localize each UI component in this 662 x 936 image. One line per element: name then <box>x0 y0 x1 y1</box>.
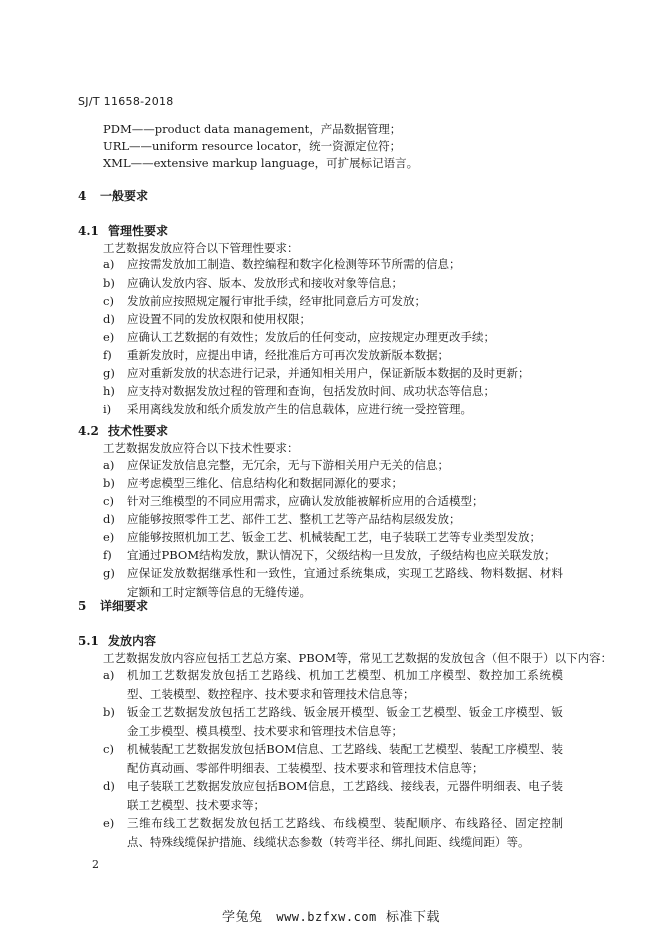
list-item <box>103 474 563 493</box>
list-item <box>103 382 563 401</box>
list-item <box>103 510 563 529</box>
section-5-1-intro: 工艺数据发放内容应包括工艺总方案、PBOM等，常见工艺数据的发放包含（但不限于）以下内容： <box>103 651 613 665</box>
section-number: 4.2 <box>78 424 99 438</box>
item-text: 应考虑模型三维化、信息结构化和数据同源化的要求； <box>127 476 403 490</box>
footer-url[interactable]: www.bzfxw.com <box>276 910 377 924</box>
item-label: b) <box>103 705 115 719</box>
section-4-1-intro: 工艺数据发放应符合以下管理性要求： <box>103 241 299 255</box>
section-4-heading <box>78 187 148 204</box>
item-label: i) <box>103 402 112 416</box>
item-text: 采用离线发放和纸介质发放产生的信息载体，应进行统一受控管理。 <box>127 402 472 416</box>
item-text: 针对三维模型的不同应用需求，应确认发放能被解析应用的合适模型； <box>127 494 484 508</box>
section-title: 发放内容 <box>108 634 157 648</box>
footer-tagline: 标准下载 <box>386 910 441 925</box>
item-text: 发放前应按照规定履行审批手续，经审批同意后方可发放； <box>127 294 426 308</box>
item-text: 三维布线工艺数据发放包括工艺路线、布线模型、装配顺序、布线路径、固定控制点、特殊线缆保护措施、线缆状态参数（转弯半径、绑扎间距、线缆间距）等。 <box>127 816 563 849</box>
item-text: 机械装配工艺数据发放包括BOM信息、工艺路线、装配工艺模型、装配工序模型、装配仿真动画、零部件明细表、工装模型、技术要求和管理技术信息等； <box>127 742 563 775</box>
item-text: 机加工艺数据发放包括工艺路线、机加工艺模型、机加工序模型、数控加工系统模型、工装模型、数控程序、技术要求和管理技术信息等； <box>127 668 563 701</box>
item-label: f) <box>103 548 112 562</box>
standard-number: SJ/T 11658-2018 <box>78 95 174 108</box>
list-item <box>103 666 563 704</box>
section-title: 详细要求 <box>100 599 149 613</box>
list-item <box>103 255 563 274</box>
item-label: a) <box>103 458 115 472</box>
list-item <box>103 777 563 815</box>
item-label: e) <box>103 816 115 830</box>
section-title: 一般要求 <box>100 189 149 203</box>
section-5-1-heading <box>78 632 156 649</box>
list-item <box>103 400 563 419</box>
list-item <box>103 814 563 852</box>
item-label: h) <box>103 384 115 398</box>
item-label: g) <box>103 366 115 380</box>
item-text: 电子装联工艺数据发放应包括BOM信息，工艺路线、接线表，元器件明细表、电子装联工艺模型、技术要求等； <box>127 779 563 812</box>
item-text: 应保证发放信息完整，无冗余，无与下游相关用户无关的信息； <box>127 458 449 472</box>
list-item <box>103 740 563 778</box>
list-item <box>103 492 563 511</box>
list-item <box>103 310 563 329</box>
item-text: 应设置不同的发放权限和使用权限； <box>127 312 311 326</box>
section-title: 管理性要求 <box>108 224 169 238</box>
footer-site-name: 学兔兔 <box>221 910 263 925</box>
item-label: f) <box>103 348 112 362</box>
item-label: b) <box>103 476 115 490</box>
page-number: 2 <box>92 858 99 871</box>
item-text: 钣金工艺数据发放包括工艺路线、钣金展开模型、钣金工艺模型、钣金工序模型、钣金工步模型、模具模型、技术要求和管理技术信息等； <box>127 705 563 738</box>
item-text: 宜通过PBOM结构发放，默认情况下，父级结构一旦发放，子级结构也应关联发放； <box>127 548 556 562</box>
item-label: d) <box>103 512 115 526</box>
list-item <box>103 546 563 565</box>
section-4-2-heading <box>78 422 168 439</box>
list-item <box>103 328 563 347</box>
item-text: 重新发放时，应提出申请，经批准后方可再次发放新版本数据； <box>127 348 449 362</box>
item-label: a) <box>103 257 115 271</box>
footer-watermark <box>0 906 662 925</box>
item-label: c) <box>103 494 114 508</box>
item-text: 应保证发放数据继承性和一致性，宜通过系统集成，实现工艺路线、物料数据、材料定额和工时定额等信息的无缝传递。 <box>127 566 563 599</box>
section-number: 5.1 <box>78 634 99 648</box>
item-label: c) <box>103 294 114 308</box>
section-number: 4 <box>78 189 87 203</box>
list-item <box>103 456 563 475</box>
item-label: g) <box>103 566 115 580</box>
section-4-1-heading <box>78 222 168 239</box>
item-label: b) <box>103 276 115 290</box>
item-text: 应确认发放内容、版本、发放形式和接收对象等信息； <box>127 276 403 290</box>
item-label: a) <box>103 668 115 682</box>
item-label: e) <box>103 330 115 344</box>
list-item <box>103 346 563 365</box>
abbreviation-url: URL——uniform resource locator，统一资源定位符； <box>103 139 402 153</box>
abbreviation-pdm: PDM——product data management，产品数据管理； <box>103 122 402 136</box>
section-5-heading <box>78 597 148 614</box>
item-label: d) <box>103 779 115 793</box>
list-item <box>103 528 563 547</box>
item-text: 应确认工艺数据的有效性；发放后的任何变动，应按规定办理更改手续； <box>127 330 495 344</box>
item-label: c) <box>103 742 114 756</box>
list-item <box>103 703 563 741</box>
section-title: 技术性要求 <box>108 424 169 438</box>
item-text: 应能够按照机加工艺、钣金工艺、机械装配工艺，电子装联工艺等专业类型发放； <box>127 530 541 544</box>
item-text: 应支持对数据发放过程的管理和查询，包括发放时间、成功状态等信息； <box>127 384 495 398</box>
abbreviation-xml: XML——extensive markup language，可扩展标记语言。 <box>103 156 419 170</box>
section-4-2-intro: 工艺数据发放应符合以下技术性要求： <box>103 441 299 455</box>
item-text: 应按需发放加工制造、数控编程和数字化检测等环节所需的信息； <box>127 257 461 271</box>
item-text: 应能够按照零件工艺、部件工艺、整机工艺等产品结构层级发放； <box>127 512 461 526</box>
section-number: 4.1 <box>78 224 99 238</box>
item-text: 应对重新发放的状态进行记录，并通知相关用户，保证新版本数据的及时更新； <box>127 366 530 380</box>
item-label: d) <box>103 312 115 326</box>
list-item <box>103 364 563 383</box>
list-item <box>103 292 563 311</box>
list-item <box>103 564 563 602</box>
item-label: e) <box>103 530 115 544</box>
section-number: 5 <box>78 599 87 613</box>
list-item <box>103 274 563 293</box>
